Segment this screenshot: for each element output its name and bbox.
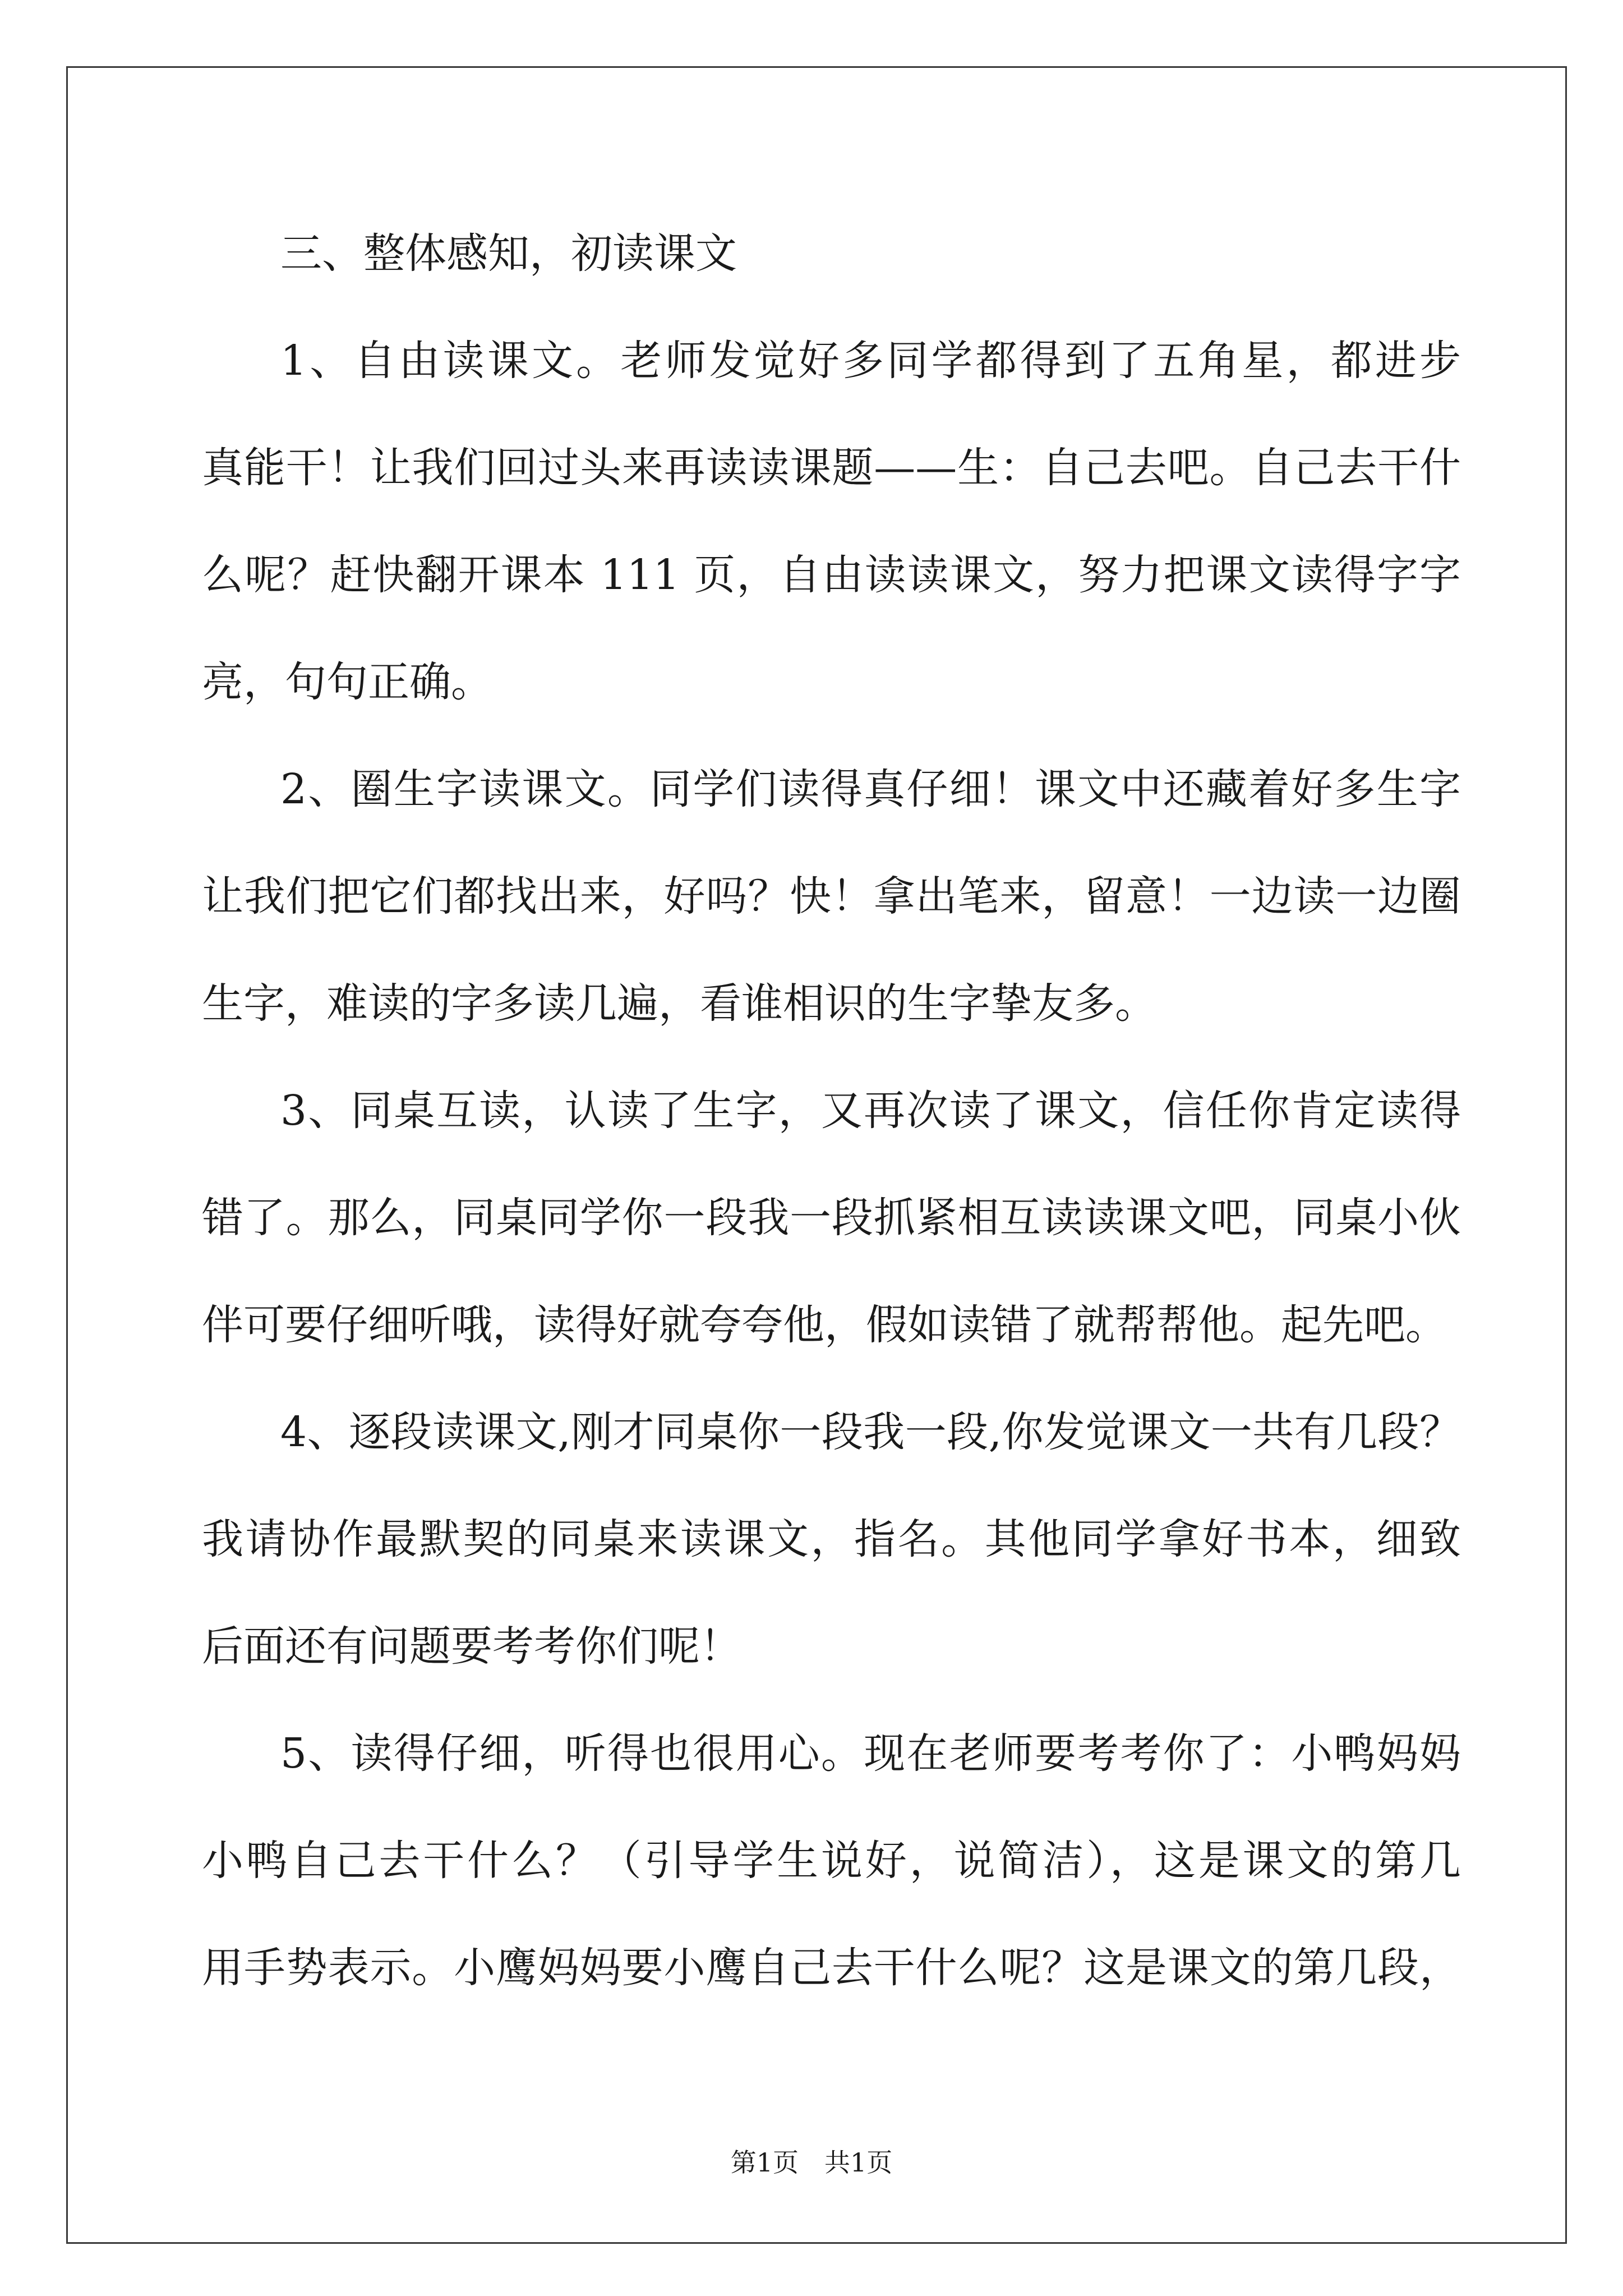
paragraph-line: 1、自由读课文。老师发觉好多同学都得到了五角星，都进步 <box>280 337 1461 385</box>
paragraph-line: 伴可要仔细听哦，读得好就夸夸他，假如读错了就帮帮他。起先吧。 <box>202 1301 1447 1349</box>
paragraph-1 <box>202 307 1461 736</box>
paragraph-line: 么呢？赶快翻开课本 111 页，自由读读课文，努力把课文读得字字 <box>202 551 1461 599</box>
paragraph-line: 亮，句句正确。 <box>202 658 492 706</box>
paragraph-line: 小鸭自己去干什么？（引导学生说好，说简洁），这是课文的第几 <box>202 1837 1461 1885</box>
paragraph-2 <box>202 736 1461 1057</box>
paragraph-line: 3、同桌互读，认读了生字，又再次读了课文，信任你肯定读得 <box>280 1087 1461 1135</box>
paragraph-5 <box>202 1700 1461 2022</box>
paragraph-line: 5、读得仔细，听得也很用心。现在老师要考考你了：小鸭妈妈 <box>280 1729 1461 1778</box>
document-body <box>202 200 1461 2022</box>
paragraph-line: 生字，难读的字多读几遍，看谁相识的生字挚友多。 <box>202 979 1156 1028</box>
paragraph-line: 后面还有问题要考考你们呢！ <box>202 1622 741 1671</box>
paragraph-line: 4、逐段读课文,刚才同桌你一段我一段,你发觉课文一共有几段？ <box>280 1408 1461 1456</box>
page-footer: 第1页 共1页 <box>730 2147 893 2178</box>
paragraph-line: 错了。那么，同桌同学你一段我一段抓紧相互读读课文吧，同桌小伙 <box>202 1194 1461 1242</box>
paragraph-line: 让我们把它们都找出来，好吗？快！拿出笔来，留意！一边读一边圈 <box>202 872 1461 921</box>
paragraph-line: 2、圈生字读课文。同学们读得真仔细！课文中还藏着好多生字 <box>280 765 1461 813</box>
paragraph-4 <box>202 1379 1461 1700</box>
paragraph-line: 我请协作最默契的同桌来读课文，指名。其他同学拿好书本，细致 <box>202 1515 1461 1563</box>
paragraph-line: 真能干！让我们回过头来再读读课题——生：自己去吧。自己去干什 <box>202 444 1461 492</box>
paragraph-3 <box>202 1057 1461 1379</box>
section-heading: 三、整体感知，初读课文 <box>280 229 737 278</box>
paragraph-line: 用手势表示。小鹰妈妈要小鹰自己去干什么呢？这是课文的第几段， <box>202 1944 1461 1992</box>
